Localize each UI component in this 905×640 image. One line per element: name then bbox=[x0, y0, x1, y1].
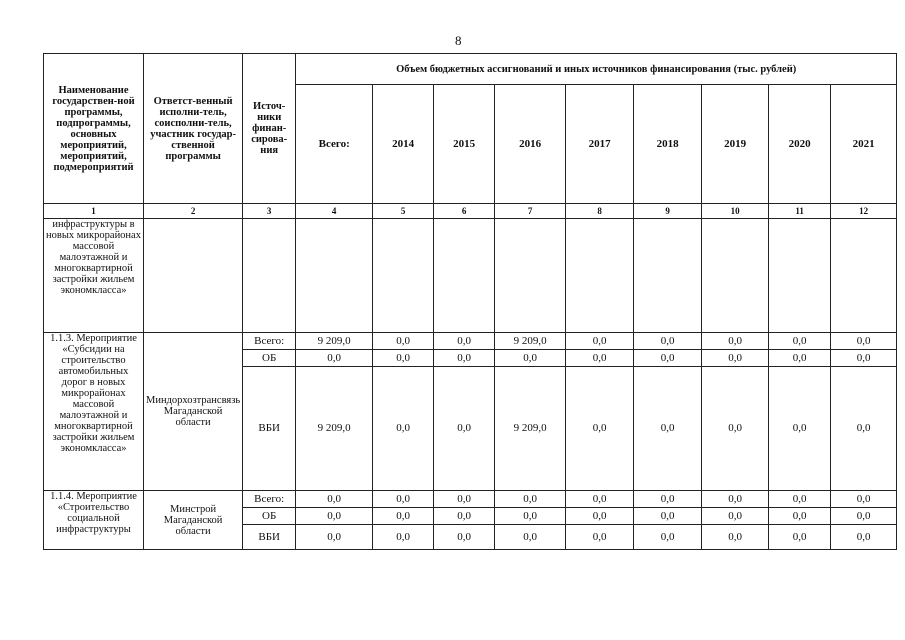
source-label: Всего: bbox=[243, 333, 296, 350]
value-cell: 0,0 bbox=[373, 508, 434, 525]
value-cell: 0,0 bbox=[495, 508, 566, 525]
page-number: 8 bbox=[455, 33, 462, 48]
value-cell: 0,0 bbox=[566, 350, 634, 367]
source-label: ОБ bbox=[243, 508, 296, 525]
value-cell: 9 209,0 bbox=[495, 333, 566, 350]
source-label: Всего: bbox=[243, 491, 296, 508]
column-number: 11 bbox=[769, 204, 831, 219]
value-cell: 0,0 bbox=[373, 350, 434, 367]
value-cell: 0,0 bbox=[434, 333, 495, 350]
measure-114-name: 1.1.4. Мероприятие «Строительство социальной инфраструктуры bbox=[44, 491, 144, 550]
header-year: 2016 bbox=[495, 85, 566, 204]
measure-114-total-row bbox=[44, 491, 897, 508]
header-name: Наименование государствен-ной программы, подпрограммы, основных мероприятий, мероприятий, подмероприятий bbox=[44, 54, 144, 204]
empty-cell bbox=[243, 219, 296, 333]
value-cell: 0,0 bbox=[702, 491, 769, 508]
value-cell: 0,0 bbox=[769, 350, 831, 367]
measure-114-responsible: Минстрой Магаданской области bbox=[144, 491, 243, 550]
value-cell: 0,0 bbox=[702, 333, 769, 350]
column-number: 9 bbox=[634, 204, 702, 219]
empty-cell bbox=[373, 219, 434, 333]
measure-113-name: 1.1.3. Мероприятие «Субсидии на строительство автомобильных дорог в новых микрорайонах массовой малоэтажной и многоквартирной застройки жильем экономкласса» bbox=[44, 333, 144, 491]
value-cell: 0,0 bbox=[702, 508, 769, 525]
measure-113-total-row bbox=[44, 333, 897, 350]
budget-table bbox=[43, 53, 897, 550]
value-cell: 0,0 bbox=[634, 333, 702, 350]
value-cell: 9 209,0 bbox=[296, 333, 373, 350]
column-number: 7 bbox=[495, 204, 566, 219]
value-cell: 0,0 bbox=[769, 491, 831, 508]
value-cell: 0,0 bbox=[702, 350, 769, 367]
column-number: 8 bbox=[566, 204, 634, 219]
value-cell: 0,0 bbox=[296, 350, 373, 367]
header-responsible: Ответст-венный исполни-тель, соисполни-тель, участник государ-ственной программы bbox=[144, 54, 243, 204]
value-cell: 0,0 bbox=[831, 367, 897, 491]
value-cell: 0,0 bbox=[495, 491, 566, 508]
value-cell: 0,0 bbox=[702, 525, 769, 550]
header-year: 2021 bbox=[831, 85, 897, 204]
value-cell: 0,0 bbox=[434, 350, 495, 367]
source-label: ВБИ bbox=[243, 525, 296, 550]
value-cell: 0,0 bbox=[373, 491, 434, 508]
value-cell: 0,0 bbox=[634, 367, 702, 491]
measure-113-responsible: Миндорхозтрансвязь Магаданской области bbox=[144, 333, 243, 491]
continuation-row bbox=[44, 219, 897, 333]
header-year: 2014 bbox=[373, 85, 434, 204]
source-label: ОБ bbox=[243, 350, 296, 367]
value-cell: 0,0 bbox=[434, 491, 495, 508]
header-year: 2018 bbox=[634, 85, 702, 204]
header-funding-title: Объем бюджетных ассигнований и иных источников финансирования (тыс. рублей) bbox=[296, 54, 897, 85]
column-number: 3 bbox=[243, 204, 296, 219]
value-cell: 0,0 bbox=[296, 525, 373, 550]
empty-cell bbox=[566, 219, 634, 333]
value-cell: 0,0 bbox=[566, 491, 634, 508]
empty-cell bbox=[144, 219, 243, 333]
value-cell: 0,0 bbox=[566, 367, 634, 491]
header-year: 2019 bbox=[702, 85, 769, 204]
value-cell: 0,0 bbox=[769, 525, 831, 550]
empty-cell bbox=[831, 219, 897, 333]
value-cell: 0,0 bbox=[566, 508, 634, 525]
continuation-name: инфраструктуры в новых микрорайонах массовой малоэтажной и многоквартирной застройки жильем экономкласса» bbox=[44, 219, 144, 333]
value-cell: 0,0 bbox=[296, 508, 373, 525]
header-year: 2017 bbox=[566, 85, 634, 204]
value-cell: 0,0 bbox=[702, 367, 769, 491]
value-cell: 0,0 bbox=[831, 350, 897, 367]
value-cell: 9 209,0 bbox=[296, 367, 373, 491]
empty-cell bbox=[634, 219, 702, 333]
value-cell: 0,0 bbox=[831, 491, 897, 508]
value-cell: 0,0 bbox=[634, 350, 702, 367]
header-row bbox=[44, 54, 897, 85]
value-cell: 0,0 bbox=[634, 525, 702, 550]
value-cell: 0,0 bbox=[634, 508, 702, 525]
value-cell: 0,0 bbox=[634, 491, 702, 508]
value-cell: 0,0 bbox=[769, 367, 831, 491]
empty-cell bbox=[702, 219, 769, 333]
value-cell: 9 209,0 bbox=[495, 367, 566, 491]
column-number: 12 bbox=[831, 204, 897, 219]
empty-cell bbox=[296, 219, 373, 333]
value-cell: 0,0 bbox=[831, 508, 897, 525]
header-year: 2015 bbox=[434, 85, 495, 204]
column-number: 4 bbox=[296, 204, 373, 219]
empty-cell bbox=[769, 219, 831, 333]
value-cell: 0,0 bbox=[566, 333, 634, 350]
header-total: Всего: bbox=[296, 85, 373, 204]
column-number: 10 bbox=[702, 204, 769, 219]
empty-cell bbox=[495, 219, 566, 333]
column-number: 6 bbox=[434, 204, 495, 219]
value-cell: 0,0 bbox=[434, 367, 495, 491]
value-cell: 0,0 bbox=[296, 491, 373, 508]
value-cell: 0,0 bbox=[373, 525, 434, 550]
value-cell: 0,0 bbox=[434, 525, 495, 550]
header-source: Источ-ники финан-сирова-ния bbox=[243, 54, 296, 204]
value-cell: 0,0 bbox=[566, 525, 634, 550]
value-cell: 0,0 bbox=[495, 350, 566, 367]
value-cell: 0,0 bbox=[769, 333, 831, 350]
value-cell: 0,0 bbox=[434, 508, 495, 525]
column-number: 1 bbox=[44, 204, 144, 219]
column-number: 2 bbox=[144, 204, 243, 219]
header-year: 2020 bbox=[769, 85, 831, 204]
empty-cell bbox=[434, 219, 495, 333]
column-number-row bbox=[44, 204, 897, 219]
value-cell: 0,0 bbox=[373, 367, 434, 491]
value-cell: 0,0 bbox=[831, 525, 897, 550]
value-cell: 0,0 bbox=[495, 525, 566, 550]
value-cell: 0,0 bbox=[373, 333, 434, 350]
value-cell: 0,0 bbox=[769, 508, 831, 525]
value-cell: 0,0 bbox=[831, 333, 897, 350]
source-label: ВБИ bbox=[243, 367, 296, 491]
column-number: 5 bbox=[373, 204, 434, 219]
